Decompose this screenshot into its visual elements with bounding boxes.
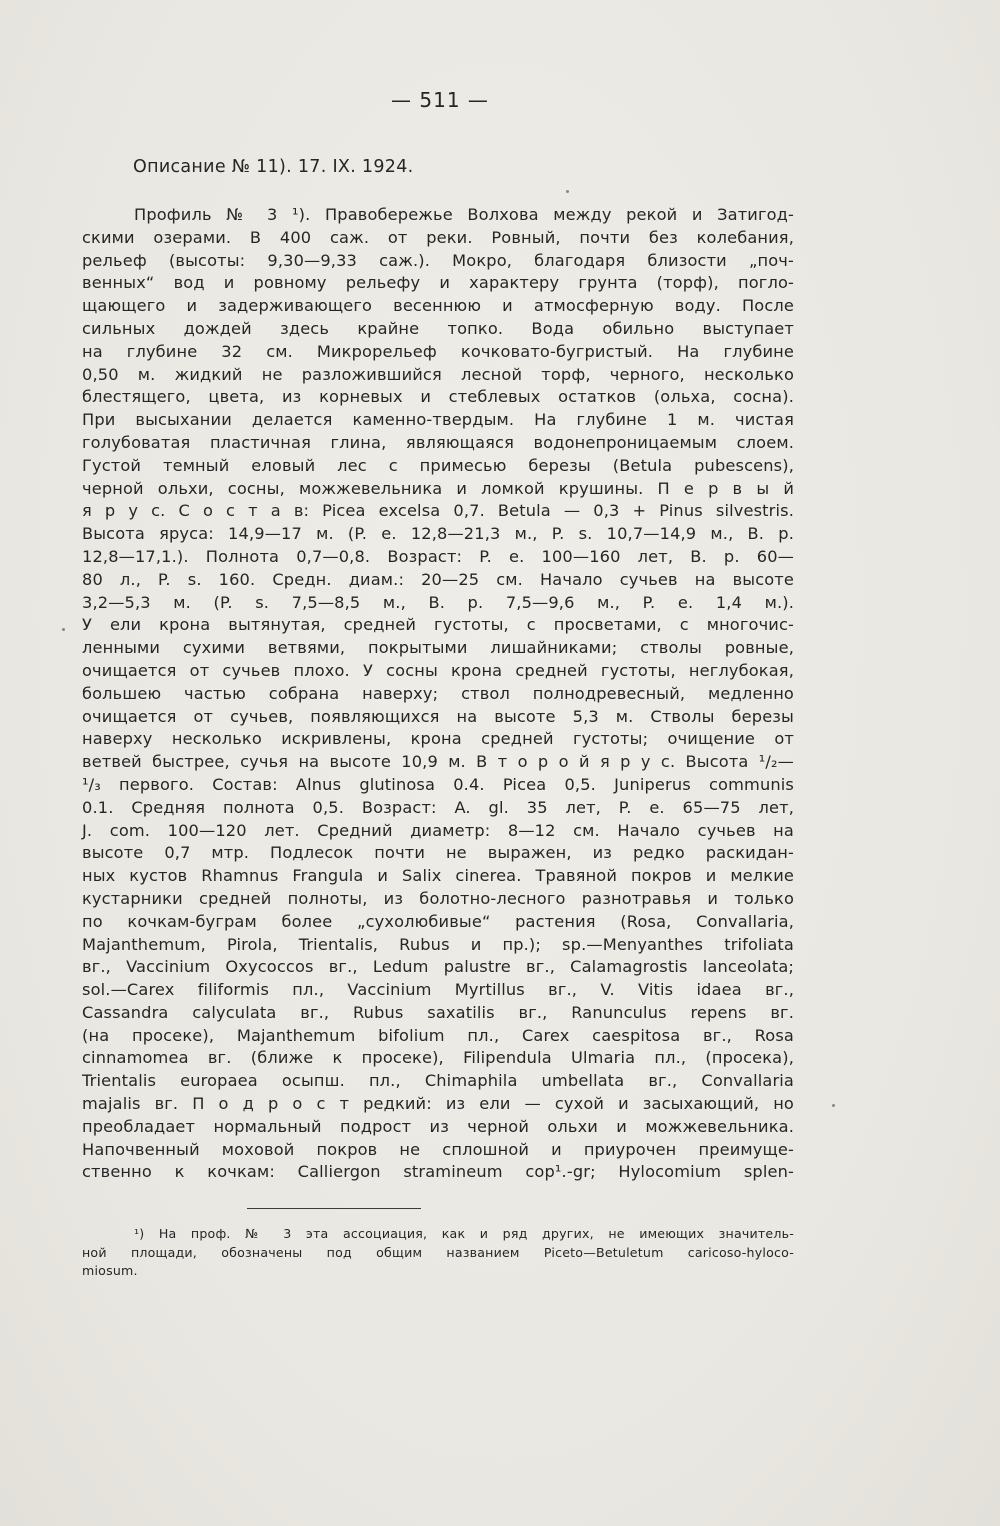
text-line: ветвей быстрее, сучья на высоте 10,9 м. В т о р о й я р у с. Высота ¹/₂— (82, 752, 794, 772)
text-line: Профиль № 3 ¹). Правобережье Волхова между рекой и Затигод- (134, 205, 794, 224)
text-line: преобладает нормальный подрост из черной ольхи и можжевельника. (82, 1116, 794, 1136)
text-line: вг., Vaccinium Oxycoccos вг., Ledum palustre вг., Calamagrostis lanceolata; (82, 957, 794, 977)
paper-speck (62, 628, 65, 631)
text-line: Густой темный еловый лес с примесью березы (Betula pubescens), (82, 455, 794, 475)
text-line: сильных дождей здесь крайне топко. Вода обильно выступает (82, 318, 794, 338)
text-line: ленными сухими ветвями, покрытыми лишайниками; стволы ровные, (82, 638, 794, 658)
footnote-line: ной площади, обозначены под общим названием Piceto—Betuletum caricoso-hyloco- (82, 1244, 794, 1260)
text-line: очищается от сучьев, появляющихся на высоте 5,3 м. Стволы березы (82, 706, 794, 726)
text-line: кустарники средней полноты, из болотно-лесного разнотравья и только (82, 888, 794, 908)
text-line: У ели крона вытянутая, средней густоты, с просветами, с многочис- (82, 615, 794, 635)
text-line: наверху несколько искривлены, крона средней густоты; очищение от (82, 729, 794, 749)
text-line: рельеф (высоты: 9,30—9,33 саж.). Мокро, благодаря близости „поч- (82, 250, 794, 270)
text-line: J. com. 100—120 лет. Средний диаметр: 8—12 см. Начало сучьев на (82, 820, 794, 840)
text-line: голубоватая пластичная глина, являющаяся водонепроницаемым слоем. (82, 432, 794, 452)
text-line: 0,50 м. жидкий не разложившийся лесной торф, черного, несколько (82, 364, 794, 384)
footnote-line: miosum. (82, 1263, 138, 1278)
text-line: Напочвенный моховой покров не сплошной и приурочен преимуще- (82, 1139, 794, 1159)
text-line: sol.—Carex filiformis пл., Vaccinium Myrtillus вг., V. Vitis idaea вг., (82, 980, 794, 1000)
text-line: ственно к кочкам: Calliergon stramineum cop¹.-gr; Hylocomium splen- (82, 1162, 794, 1182)
text-line: Trientalis europaea осыпш. пл., Chimaphila umbellata вг., Convallaria (82, 1071, 794, 1091)
paper-speck (566, 190, 569, 193)
text-line: majalis вг. П о д р о с т редкий: из ели — сухой и засыхающий, но (82, 1094, 794, 1114)
text-line: (на просеке), Majanthemum bifolium пл., Carex caespitosa вг., Rosa (82, 1025, 794, 1045)
text-line: cinnamomea вг. (ближе к просеке), Filipendula Ulmaria пл., (просека), (82, 1048, 794, 1068)
description-heading: Описание № 11). 17. IX. 1924. (133, 157, 414, 177)
body-text (82, 204, 794, 1184)
text-line: ¹/₃ первого. Состав: Alnus glutinosa 0.4. Picea 0,5. Juniperus communis (82, 774, 794, 794)
text-line: ных кустов Rhamnus Frangula и Salix cinerea. Травяной покров и мелкие (82, 866, 794, 886)
text-line: Высота яруса: 14,9—17 м. (P. e. 12,8—21,3 м., P. s. 10,7—14,9 м., B. p. (82, 524, 794, 544)
text-line: я р у с. С о с т а в: Picea excelsa 0,7. Betula — 0,3 + Pinus silvestris. (82, 501, 794, 521)
text-line: венных“ вод и ровному рельефу и характеру грунта (торф), погло- (82, 273, 794, 293)
footnote-line: ¹) На проф. № 3 эта ассоциация, как и ряд других, не имеющих значитель- (134, 1226, 794, 1241)
footnote (82, 1225, 794, 1281)
text-line: черной ольхи, сосны, можжевельника и ломкой крушины. П е р в ы й (82, 478, 794, 498)
text-line: Majanthemum, Pirola, Trientalis, Rubus и пр.); sp.—Menyanthes trifoliata (82, 934, 794, 954)
text-line: по кочкам-буграм более „сухолюбивые“ растения (Rosa, Convallaria, (82, 911, 794, 931)
footnote-separator (247, 1208, 421, 1209)
text-line: 0.1. Средняя полнота 0,5. Возраст: A. gl. 35 лет, P. e. 65—75 лет, (82, 797, 794, 817)
text-line: скими озерами. В 400 саж. от реки. Ровный, почти без колебания, (82, 227, 794, 247)
paper-speck (832, 1104, 835, 1107)
page-number: — 511 — (391, 88, 489, 112)
text-line: блестящего, цвета, из корневых и стеблевых остатков (ольха, сосна). (82, 387, 794, 407)
text-line: на глубине 32 см. Микрорельеф кочковато-бугристый. На глубине (82, 341, 794, 361)
text-line: 12,8—17,1.). Полнота 0,7—0,8. Возраст: P. e. 100—160 лет, B. p. 60— (82, 546, 794, 566)
text-line: 3,2—5,3 м. (P. s. 7,5—8,5 м., B. p. 7,5—9,6 м., P. e. 1,4 м.). (82, 592, 794, 612)
text-line: 80 л., P. s. 160. Средн. диам.: 20—25 см. Начало сучьев на высоте (82, 569, 794, 589)
text-line: очищается от сучьев плохо. У сосны крона средней густоты, неглубокая, (82, 660, 794, 680)
text-line: При высыхании делается каменно-твердым. На глубине 1 м. чистая (82, 410, 794, 430)
text-line: большею частью собрана наверху; ствол полнодревесный, медленно (82, 683, 794, 703)
text-line: Cassandra calyculata вг., Rubus saxatilis вг., Ranunculus repens вг. (82, 1002, 794, 1022)
text-line: щающего и задерживающего весеннюю и атмосферную воду. После (82, 296, 794, 316)
text-line: высоте 0,7 мтр. Подлесок почти не выражен, из редко раскидан- (82, 843, 794, 863)
